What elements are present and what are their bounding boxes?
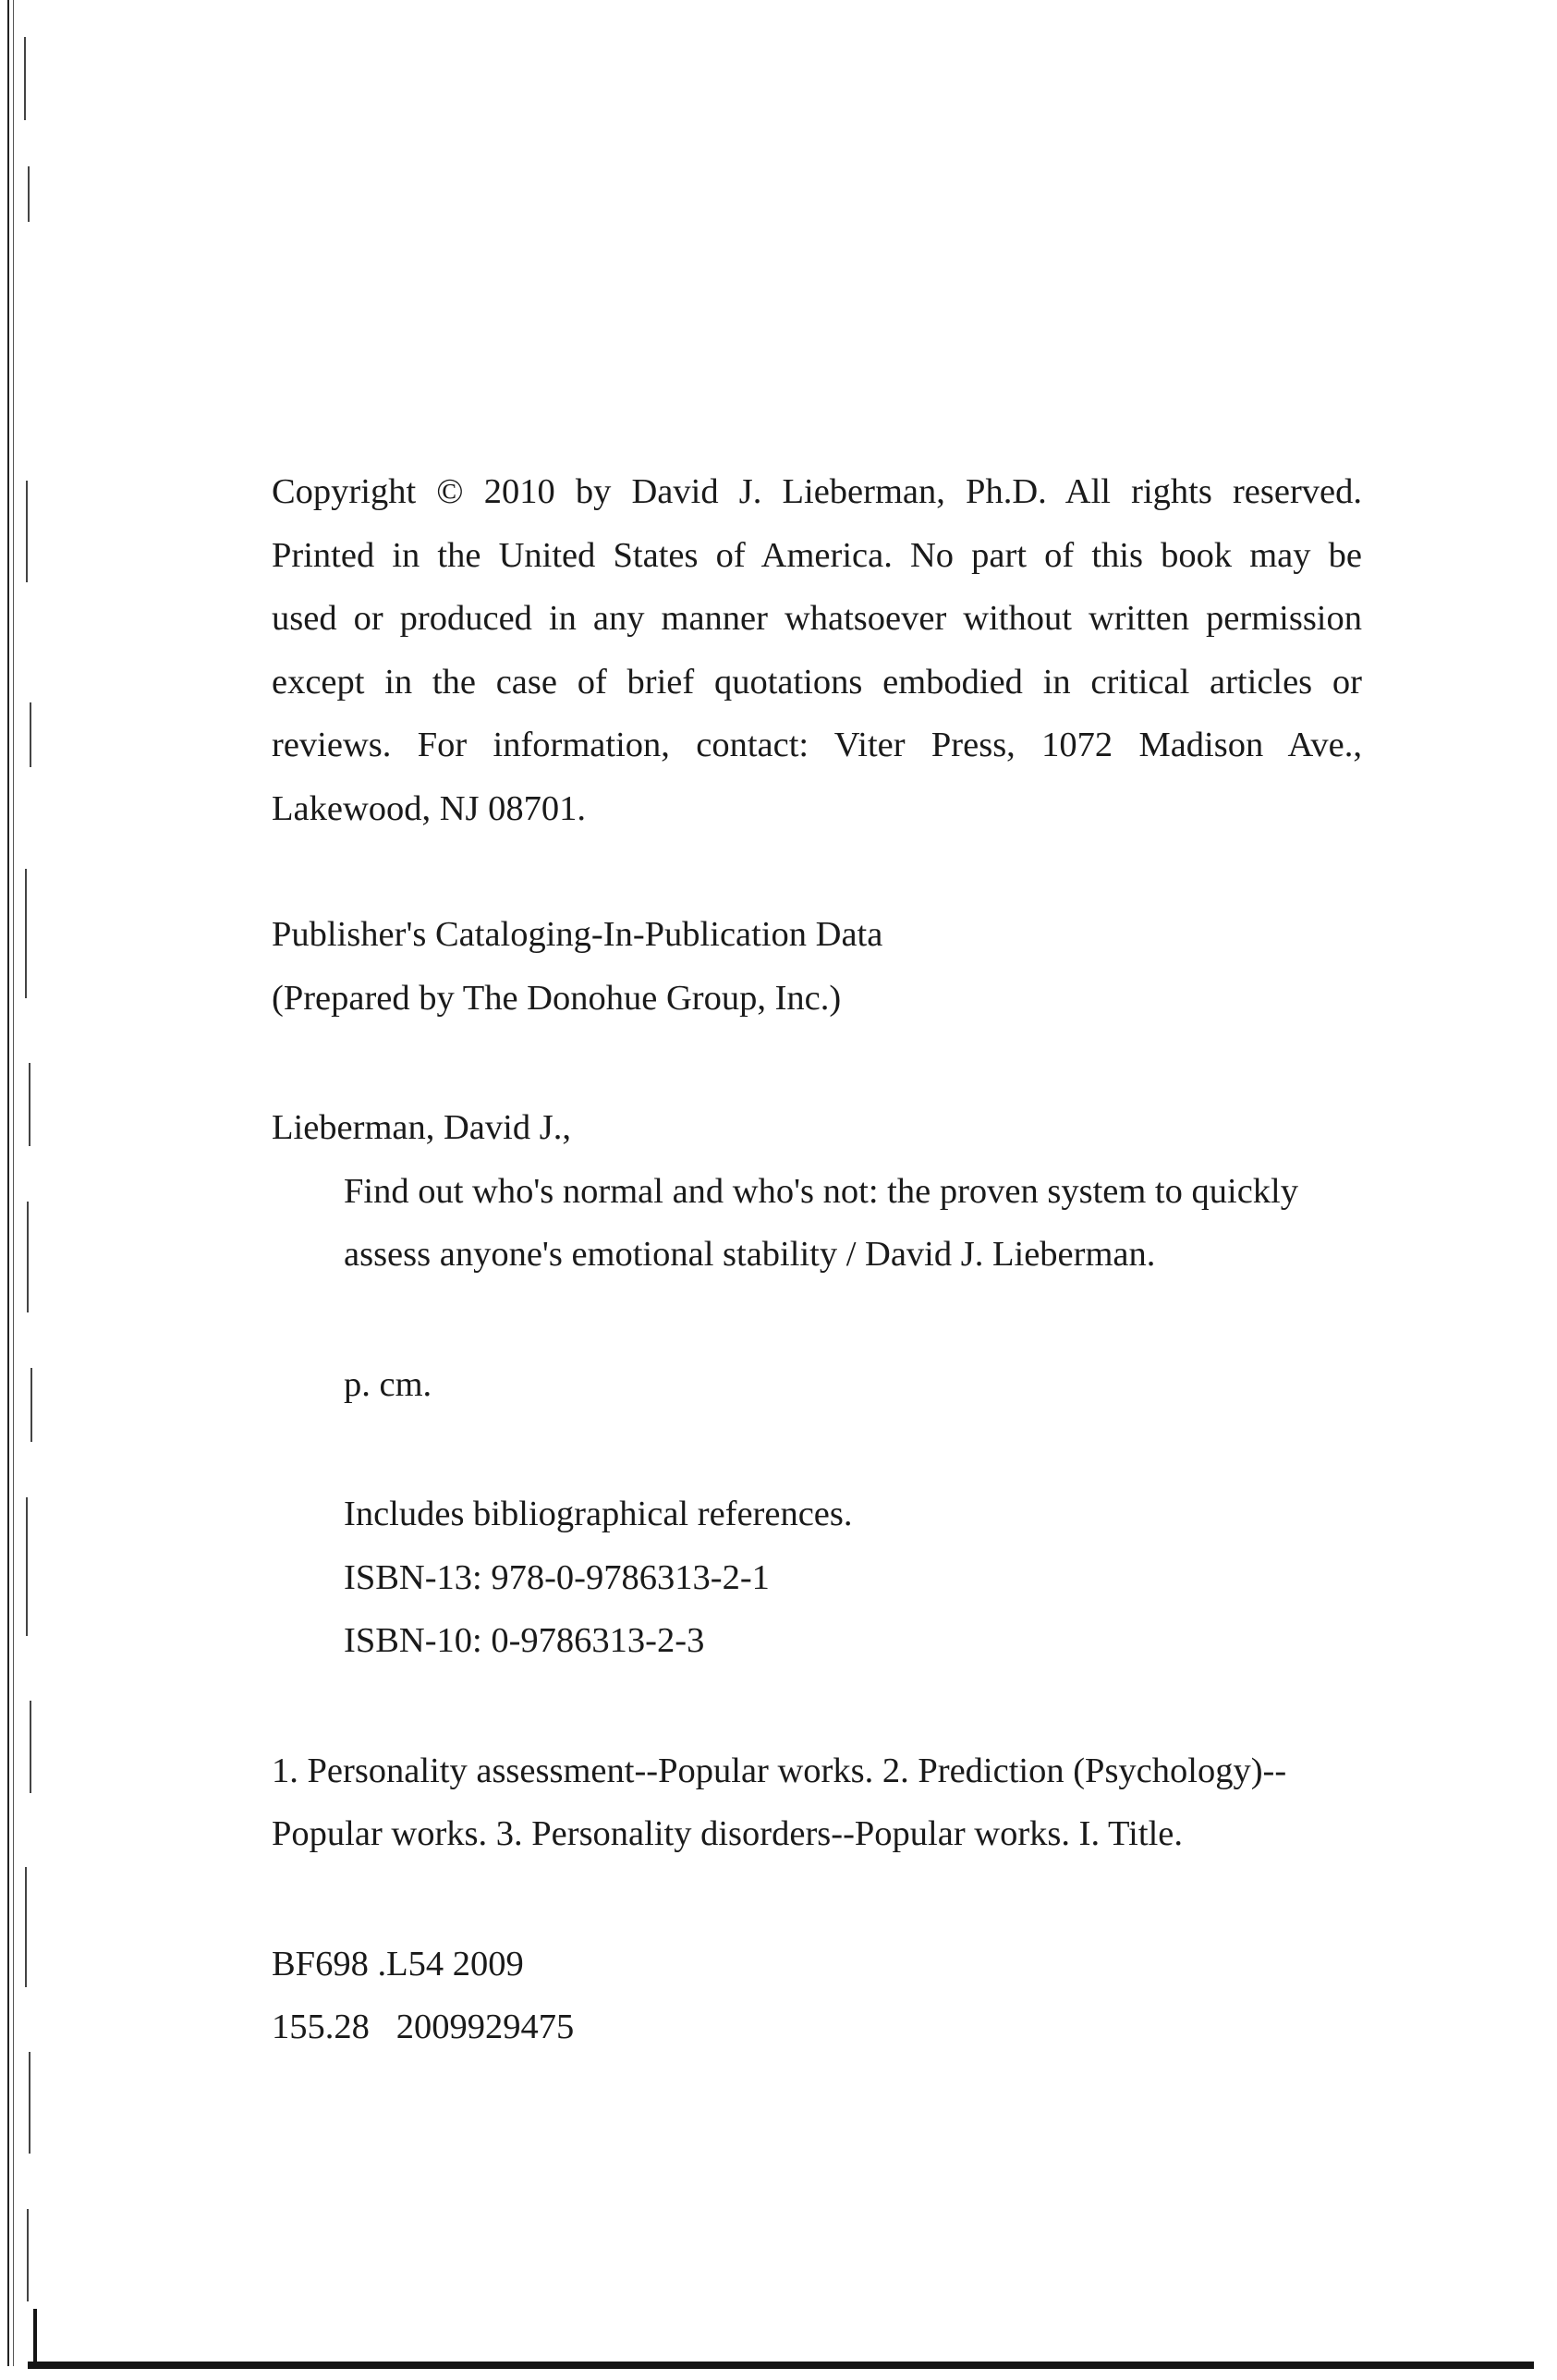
copyright-line: except in the case of brief quotations embodied in critical articles or — [272, 662, 1362, 702]
cip-classification — [272, 1933, 1362, 2059]
cip-record — [272, 1096, 1362, 1287]
cip-notes-block — [272, 1483, 1362, 1673]
lc-classification: BF698 .L54 2009 — [272, 1944, 524, 1983]
cip-subjects-line: 1. Personality assessment--Popular works. 2. Prediction (Psychology)-- — [272, 1751, 1287, 1790]
cip-title-line: assess anyone's emotional stability / David J. Lieberman. — [344, 1235, 1156, 1274]
cip-preparer: (Prepared by The Donohue Group, Inc.) — [272, 978, 842, 1018]
scan-corner-mark — [33, 2309, 37, 2364]
isbn-10: ISBN-10: 0-9786313-2-3 — [344, 1621, 705, 1660]
dewey-and-lccn: 155.28 2009929475 — [272, 2008, 575, 2046]
cip-header — [272, 903, 1362, 1030]
copyright-line: Copyright © 2010 by David J. Lieberman, Ph.D. All rights reserved. — [272, 472, 1362, 511]
cip-physical-description: p. cm. — [344, 1364, 432, 1404]
cip-notes: Includes bibliographical references. — [344, 1495, 853, 1533]
copyright-line: Printed in the United States of America. No part of this book may be — [272, 535, 1362, 575]
cip-author: Lieberman, David J., — [272, 1108, 571, 1147]
copyright-page — [272, 460, 1362, 2059]
cip-title: Publisher's Cataloging-In-Publication Data — [272, 915, 883, 954]
scan-binding-edge — [0, 0, 41, 2380]
copyright-notice — [272, 460, 1362, 840]
cip-physical-block — [272, 1353, 1362, 1417]
copyright-line: used or produced in any manner whatsoever without written permission — [272, 599, 1362, 638]
copyright-line: reviews. For information, contact: Viter Press, 1072 Madison Ave., — [272, 726, 1362, 764]
isbn-13: ISBN-13: 978-0-9786313-2-1 — [344, 1557, 770, 1597]
cip-title-line: Find out who's normal and who's not: the proven system to quickly — [344, 1171, 1298, 1211]
cip-subjects — [272, 1739, 1362, 1866]
scan-bottom-rule — [28, 2362, 1534, 2369]
cip-subjects-line: Popular works. 3. Personality disorders--Popular works. I. Title. — [272, 1814, 1183, 1853]
copyright-line: Lakewood, NJ 08701. — [272, 788, 587, 828]
